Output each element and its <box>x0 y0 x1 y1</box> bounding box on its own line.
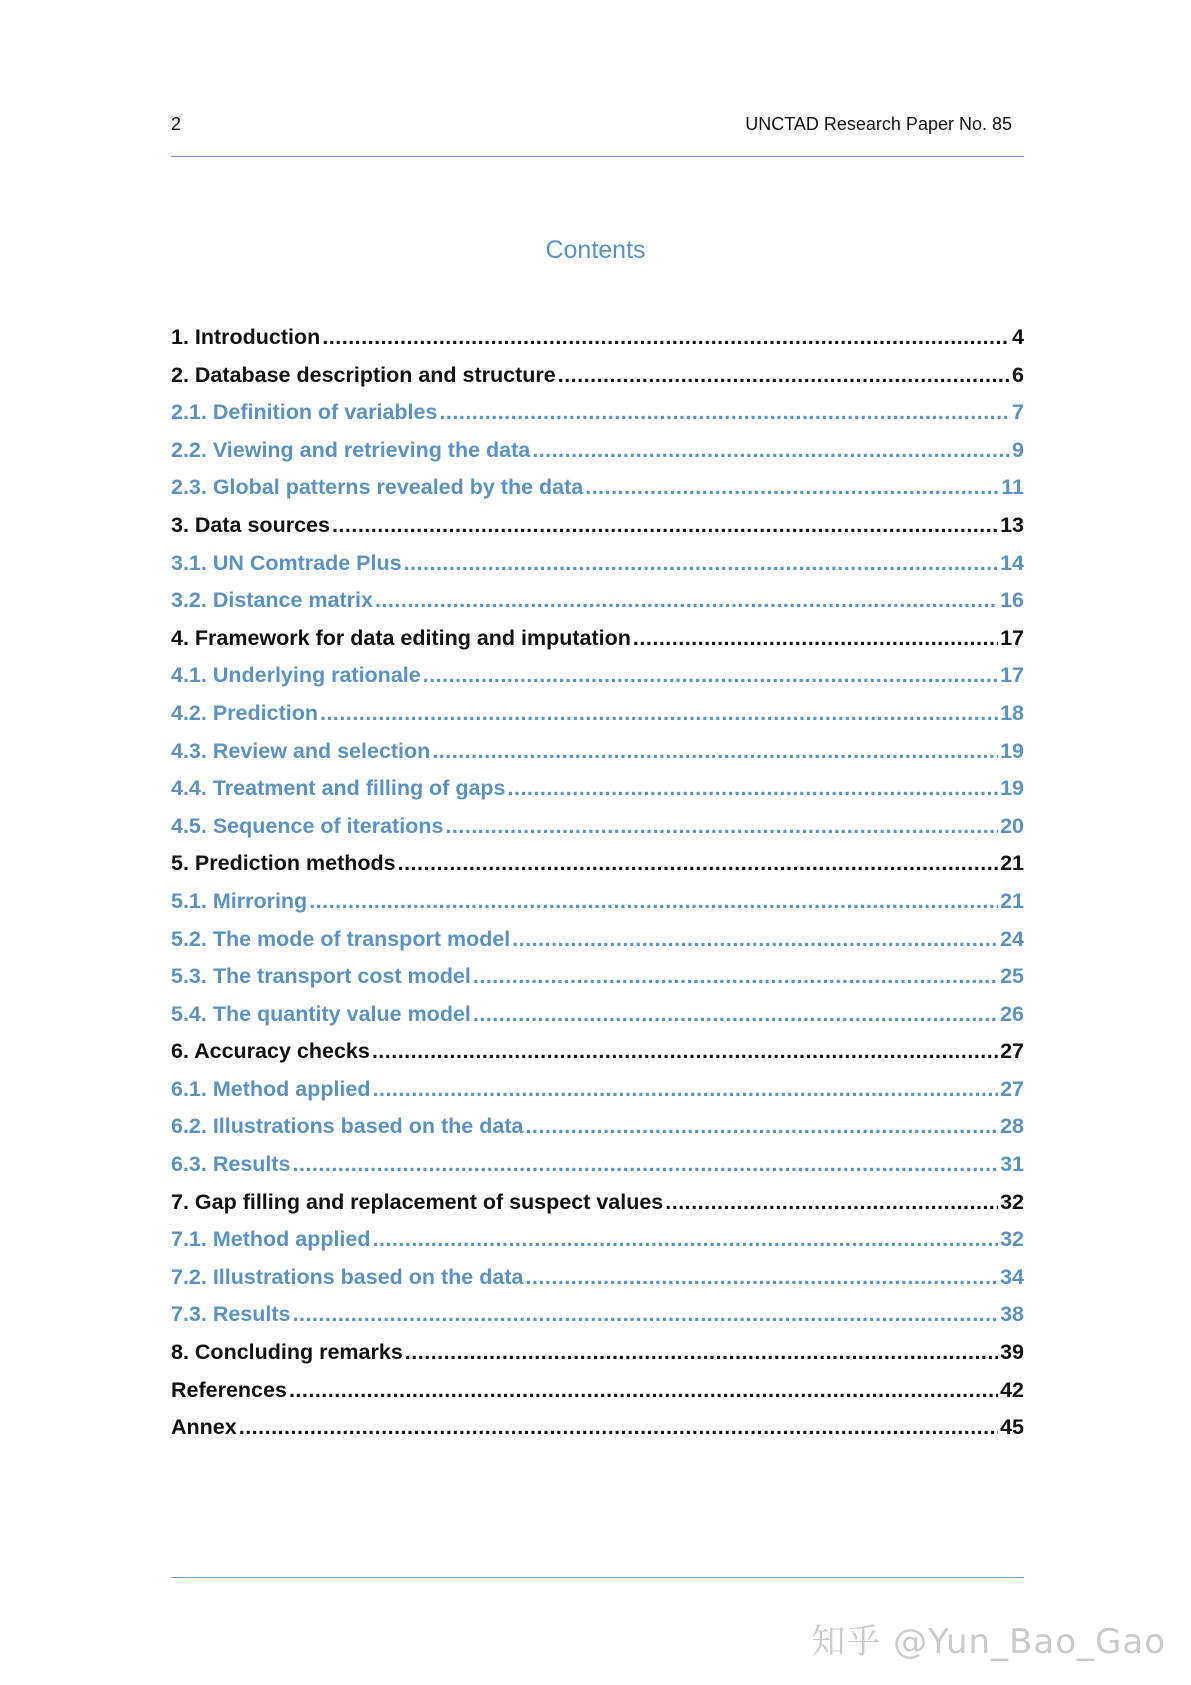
toc-entry-label: 7. Gap filling and replacement of suspect values <box>171 1189 664 1214</box>
toc-entry[interactable] <box>171 773 1024 811</box>
toc-entry-page: 45 <box>1000 1415 1024 1440</box>
toc-entry-label: 6. Accuracy checks <box>171 1039 370 1064</box>
toc-entry[interactable] <box>171 585 1024 623</box>
toc-entry-label: 5.2. The mode of transport model <box>171 926 511 951</box>
toc-entry-page: 39 <box>1000 1340 1024 1365</box>
dot-leader <box>633 623 998 653</box>
dot-leader <box>508 773 999 803</box>
footer-rule <box>171 1577 1024 1578</box>
header-rule <box>171 156 1024 157</box>
toc-entry-label: 3.2. Distance matrix <box>171 588 373 613</box>
toc-entry[interactable] <box>171 1375 1024 1413</box>
dot-leader <box>320 698 998 728</box>
toc-entry-page: 26 <box>1000 1001 1024 1026</box>
toc-entry-label: 4.1. Underlying rationale <box>171 663 421 688</box>
toc-entry[interactable] <box>171 811 1024 849</box>
toc-entry-label: 2.3. Global patterns revealed by the data <box>171 475 584 500</box>
running-title: UNCTAD Research Paper No. 85 <box>745 114 1012 134</box>
dot-leader <box>532 435 1010 465</box>
dot-leader <box>398 848 998 878</box>
toc-entry[interactable] <box>171 1299 1024 1337</box>
dot-leader <box>373 1074 999 1104</box>
toc-entry-page: 27 <box>1000 1039 1024 1064</box>
dot-leader <box>423 660 998 690</box>
toc-entry-page: 20 <box>1000 813 1024 838</box>
toc-entry[interactable] <box>171 1149 1024 1187</box>
toc-entry-page: 19 <box>1000 738 1024 763</box>
dot-leader <box>293 1149 999 1179</box>
toc-entry-label: 4.2. Prediction <box>171 700 318 725</box>
toc-entry-label: 2.1. Definition of variables <box>171 400 438 425</box>
toc-entry[interactable] <box>171 736 1024 774</box>
toc-entry-label: References <box>171 1377 287 1402</box>
toc-entry-label: 5.4. The quantity value model <box>171 1001 471 1026</box>
toc-entry-label: 4.3. Review and selection <box>171 738 431 763</box>
dot-leader <box>558 360 1010 390</box>
toc-entry-label: 2. Database description and structure <box>171 362 556 387</box>
toc-entry-page: 31 <box>1000 1152 1024 1177</box>
dot-leader <box>322 322 1010 352</box>
page-number: 2 <box>171 114 182 134</box>
toc-entry-page: 16 <box>1000 588 1024 613</box>
toc-entry-page: 34 <box>1000 1264 1024 1289</box>
toc-entry-page: 25 <box>1000 964 1024 989</box>
toc-entry-page: 14 <box>1000 550 1024 575</box>
toc-entry-label: 2.2. Viewing and retrieving the data <box>171 437 531 462</box>
toc-entry-label: 7.1. Method applied <box>171 1227 371 1252</box>
toc-entry-page: 13 <box>1000 512 1024 537</box>
toc-entry-label: 5.1. Mirroring <box>171 888 308 913</box>
dot-leader <box>405 1337 998 1367</box>
toc-entry[interactable] <box>171 698 1024 736</box>
toc-entry-page: 9 <box>1012 437 1024 462</box>
toc-entry[interactable] <box>171 1111 1024 1149</box>
dot-leader <box>445 811 998 841</box>
toc-entry-page: 38 <box>1000 1302 1024 1327</box>
dot-leader <box>585 472 999 502</box>
dot-leader <box>372 1036 998 1066</box>
dot-leader <box>439 397 1010 427</box>
dot-leader <box>525 1262 998 1292</box>
dot-leader <box>293 1299 999 1329</box>
toc-entry[interactable] <box>171 510 1024 548</box>
toc-entry-label: 6.2. Illustrations based on the data <box>171 1114 524 1139</box>
toc-entry[interactable] <box>171 548 1024 586</box>
toc-entry-page: 19 <box>1000 776 1024 801</box>
toc-entry-page: 17 <box>1000 663 1024 688</box>
dot-leader <box>665 1187 998 1217</box>
table-of-contents <box>171 322 1024 1450</box>
toc-entry-label: 4. Framework for data editing and imputation <box>171 625 631 650</box>
toc-entry-page: 11 <box>1001 475 1024 500</box>
toc-entry[interactable] <box>171 1074 1024 1112</box>
dot-leader <box>525 1111 998 1141</box>
toc-entry-label: 7.3. Results <box>171 1302 291 1327</box>
toc-entry-label: 6.1. Method applied <box>171 1076 371 1101</box>
toc-entry-page: 21 <box>1000 888 1024 913</box>
toc-entry[interactable] <box>171 623 1024 661</box>
toc-entry-page: 7 <box>1012 400 1024 425</box>
dot-leader <box>332 510 998 540</box>
toc-entry-label: 3.1. UN Comtrade Plus <box>171 550 402 575</box>
toc-entry[interactable] <box>171 1262 1024 1300</box>
toc-entry[interactable] <box>171 961 1024 999</box>
toc-entry-page: 32 <box>1000 1227 1024 1252</box>
toc-entry[interactable] <box>171 1224 1024 1262</box>
toc-entry[interactable] <box>171 999 1024 1037</box>
dot-leader <box>473 999 998 1029</box>
toc-entry[interactable] <box>171 924 1024 962</box>
toc-entry[interactable] <box>171 472 1024 510</box>
toc-entry[interactable] <box>171 360 1024 398</box>
toc-entry-label: 5.3. The transport cost model <box>171 964 471 989</box>
toc-entry[interactable] <box>171 848 1024 886</box>
toc-entry-label: 5. Prediction methods <box>171 851 396 876</box>
toc-entry-page: 28 <box>1000 1114 1024 1139</box>
dot-leader <box>375 585 998 615</box>
toc-entry-page: 4 <box>1012 325 1024 349</box>
toc-entry[interactable] <box>171 397 1024 435</box>
toc-entry[interactable] <box>171 886 1024 924</box>
toc-entry-page: 32 <box>1000 1189 1024 1214</box>
contents-title: Contents <box>545 236 646 264</box>
toc-entry-label: 6.3. Results <box>171 1152 291 1177</box>
toc-entry-page: 27 <box>1000 1076 1024 1101</box>
toc-entry-page: 6 <box>1012 362 1024 387</box>
dot-leader <box>309 886 998 916</box>
toc-entry[interactable] <box>171 435 1024 473</box>
toc-entry-label: 4.4. Treatment and filling of gaps <box>171 776 506 801</box>
toc-entry[interactable] <box>171 660 1024 698</box>
dot-leader <box>512 924 998 954</box>
toc-entry-label: Annex <box>171 1415 237 1440</box>
toc-entry-label: 1. Introduction <box>171 325 321 349</box>
dot-leader <box>404 548 998 578</box>
toc-entry[interactable] <box>171 1187 1024 1225</box>
dot-leader <box>289 1375 998 1405</box>
dot-leader <box>473 961 998 991</box>
toc-entry-page: 24 <box>1000 926 1024 951</box>
toc-entry-page: 17 <box>1000 625 1024 650</box>
dot-leader <box>373 1224 999 1254</box>
toc-entry-label: 3. Data sources <box>171 512 330 537</box>
toc-entry-label: 8. Concluding remarks <box>171 1340 403 1365</box>
dot-leader <box>432 736 998 766</box>
toc-entry-label: 4.5. Sequence of iterations <box>171 813 444 838</box>
watermark: 知乎 @Yun_Bao_Gao <box>811 1622 1166 1662</box>
toc-entry[interactable] <box>171 1412 1024 1450</box>
toc-entry[interactable] <box>171 1337 1024 1375</box>
toc-entry-page: 21 <box>1000 851 1024 876</box>
toc-entry-label: 7.2. Illustrations based on the data <box>171 1264 524 1289</box>
toc-entry-page: 18 <box>1000 700 1024 725</box>
toc-entry-page: 42 <box>1000 1377 1024 1402</box>
dot-leader <box>239 1412 998 1442</box>
toc-entry[interactable] <box>171 322 1024 360</box>
toc-entry[interactable] <box>171 1036 1024 1074</box>
